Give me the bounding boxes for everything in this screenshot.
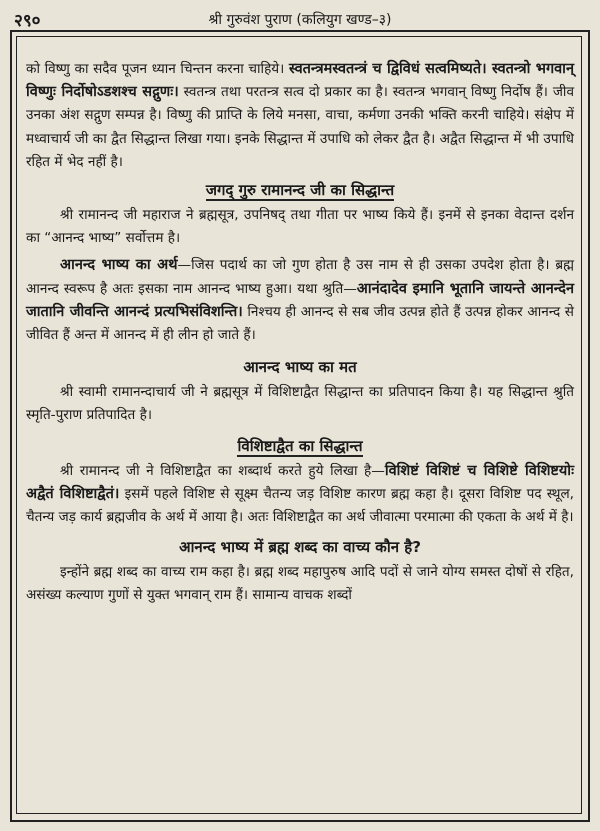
paragraph-mat: श्री स्वामी रामानन्दाचार्य जी ने ब्रह्मसूत्र में विशिष्टाद्वैत सिद्धान्त का प्रतिपादन किया है। यह सिद्धान्त श्रुति स्मृति-पुराण प्रतिपादित है। [26,384,574,424]
text-span: को विष्णु का सदैव पूजन ध्यान चिन्तन करना चाहिये। [26,61,289,77]
inline-heading: आनन्द भाष्य का अर्थ [60,257,178,274]
page-header [0,6,600,30]
section-heading-brahma: आनन्द भाष्य में ब्रह्म शब्द का वाच्य कौन है? [179,538,421,557]
text-span: निश्चय ही आनन्द से सब जीव उत्पन्न होते हैं उत्पन्न होकर आनन्द से जीवित हैं अन्त में आनन्द में ही लीन हो जाते हैं। [26,303,574,344]
paragraph-brahma: इन्होंने ब्रह्म शब्द का वाच्य राम कहा है। ब्रह्म शब्द महापुरुष आदि पदों से जाने योग्य समस्त दोषों से रहित, असंख्य कल्याण गुणों से युक्त भगवान् राम हैं। सामान्य वाचक शब्दों [26,564,574,604]
paragraph-anand-bhashya-meaning [26,254,574,347]
sanskrit-verse: आनंदादेव इमानि भूतानि जायन्ते आनन्देन जातानि जीवन्ति आनन्दं प्रत्यभिसंविशन्ति। [26,280,574,320]
paragraph-vishishtadvaita [26,460,574,530]
sanskrit-verse: विशिष्टं विशिष्टं च विशिष्टे विशिष्टयोः अद्वैतं विशिष्टाद्वैतं। [26,462,574,502]
text-span: स्वतन्त्र तथा परतन्त्र सत्व दो प्रकार का है। स्वतन्त्र भगवान् विष्णु निर्दोष हैं। जीव उनका अंश सद्गुण सम्पन्न है। विष्णु की प्राप्ति के लिये मनसा, वाचा, कर्मणा उनकी भक्ति करनी चाहिये। संक्षेप में मध्वाचार्य जी का द्वैत सिद्धान्त लिखा गया। इनके सिद्धान्त में उपाधि को लेकर द्वैत है। अद्वैत सिद्धान्त में भी उपाधि रहित में भेद नहीं है। [26,84,575,170]
page-body [26,58,574,608]
section-heading-mat: आनन्द भाष्य का मत [243,358,357,377]
page-number: २९० [14,11,41,31]
text-span: —जिस पदार्थ का जो गुण होता है उस नाम से ही उसका उपदेश होता है। ब्रह्म आनन्द स्वरूप है अतः इसका नाम आनन्द भाष्य हुआ। यथा श्रुति— [26,257,574,297]
text-span: इसमें पहले विशिष्ट से सूक्ष्म चैतन्य जड़ विशिष्ट कारण ब्रह्म कहा है। दूसरा विशिष्ट पद स्थूल, चैतन्य जड़ कार्य ब्रह्मजीव के अर्थ में आया है। अतः विशिष्टाद्वैत का अर्थ जीवात्मा परमात्मा की एकता के अर्थ में है। [26,485,575,526]
paragraph-anand-bhashya-intro: श्री रामानन्द जी महाराज ने ब्रह्मसूत्र, उपनिषद् तथा गीता पर भाष्य किये हैं। इनमें से इनका वेदान्त दर्शन का “आनन्द भाष्य” सर्वोत्तम है। [26,207,574,247]
sanskrit-verse: स्वतन्त्रमस्वतन्त्रं च द्विविधं सत्वमिष्यते। स्वतन्त्रो भगवान् विष्णुः निर्दोषोऽडशश्च सद्गुणः। [26,61,574,101]
paragraph-madhva [26,58,574,174]
running-title: श्री गुरुवंश पुराण (कलियुग खण्ड–३) [208,12,392,28]
section-heading-vishishtadvaita: विशिष्टाद्वैत का सिद्धान्त [237,436,363,455]
section-heading-ramanand: जगद् गुरु रामानन्द जी का सिद्धान्त [205,181,395,200]
text-span: श्री रामानन्द जी ने विशिष्टाद्वैत का शब्दार्थ करते हुये लिखा है— [60,462,385,479]
